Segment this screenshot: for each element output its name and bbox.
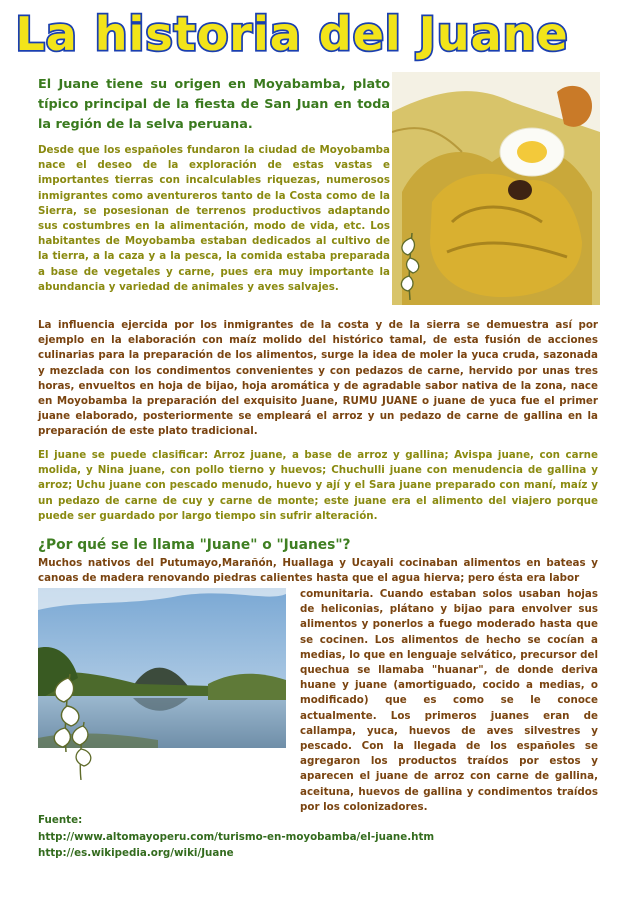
- paragraph-name-origin-rest: comunitaria. Cuando estaban solos usaban hojas de heliconias, plátano y bijao para envolver sus alimentos y ponerlos a fuego moderado hasta que se cocinen. Los alimentos de hecho se cocían a medias, lo que en lenguaje selvático, precursor del quechua se llamaba "huanar", de donde deriva huane y juane (amortiguado, cocido a medias, o modificado) que es como se le conoce actualmente. Los primeros juanes eran de callampa, yuca, huevos de aves silvestres y pescado. Con la llegada de los españoles se agregaron los productos traídos por estos y aparecen el juane de arroz con carne de gallina, aceituna, huevos de gallina y condimentos traídos por los colonizadores.: [300, 588, 598, 813]
- source-link-altomayo[interactable]: http://www.altomayoperu.com/turismo-en-moyobamba/el-juane.htm: [38, 830, 435, 843]
- section-heading: ¿Por qué se le llama "Juane" o "Juanes"?: [38, 537, 351, 553]
- source-link-wikipedia[interactable]: http://es.wikipedia.org/wiki/Juane: [38, 847, 234, 859]
- source-block: [38, 812, 598, 862]
- source-label: Fuente:: [38, 814, 83, 826]
- title-text: La historia del Juane: [15, 7, 569, 61]
- leaf-icon: [64, 718, 98, 780]
- intro-text: El Juane tiene su origen en Moyabamba, plato típico principal de la fiesta de San Juan en toda la región de la selva peruana.: [38, 77, 390, 132]
- paragraph-history: Desde que los españoles fundaron la ciudad de Moyobamba nace el deseo de la exploración de estas vastas e importantes tierras con incalculables riquezas, numerosos inmigrantes como aventureros tanto de la Costa como de la Sierra, se posesionan de terrenos productivos adaptando sus costumbres en la alimentación, modo de vida, etc. Los habitantes de Moyobamba estaban dedicados al cultivo de la tierra, a la caza y a la pesca, la comida estaba preparada a base de vegetales y carne, pues era muy importante la abundancia y variedad de animales y aves salvajes.: [38, 144, 390, 293]
- paragraph-classification: El juane se puede clasificar: Arroz juane, a base de arroz y gallina; Avispa juane, con carne molida, y Nina juane, con pollo tierno y huevos; Chuchulli juane con menudencia de gallina y arroz; Uchu juane con pescado menudo, huevo y ají y el Sara juane preparado con maní, maíz y un pedazo de carne de cuy y carne de monte; este juane era el alimento del viajero porque puede ser guardado por largo tiempo sin sufrir alteración.: [38, 449, 598, 522]
- paragraph-name-origin-lead: Muchos nativos del Putumayo,Marañón, Huallaga y Ucayali cocinaban alimentos en bateas y canoas de madera renovando piedras calientes hasta que el agua hierva; pero ésta era labor: [38, 557, 598, 585]
- leaf-icon: [396, 228, 424, 300]
- page-title: [0, 0, 638, 62]
- paragraph-influence: La influencia ejercida por los inmigrantes de la costa y de la sierra se demuestra así por ejemplo en la elaboración con maíz molido del histórico tamal, de esta fusión de acciones culinarias para la preparación de los alimentos, surge la idea de moler la yuca cruda, sazonada y mezclada con los condimentos convenientes y con pedazos de carne, hervido por unas tres horas, envueltos en hoja de bijao, hoja aromática y de agradable sabor nativa de la zona, nace en Moyobamba la preparación del exquisito Juane, RUMU JUANE o juane de yuca fue el primer juane elaborado, posteriormente se empleará el arroz y un pedazo de carne de gallina en la preparación de este plato tradicional.: [38, 319, 598, 438]
